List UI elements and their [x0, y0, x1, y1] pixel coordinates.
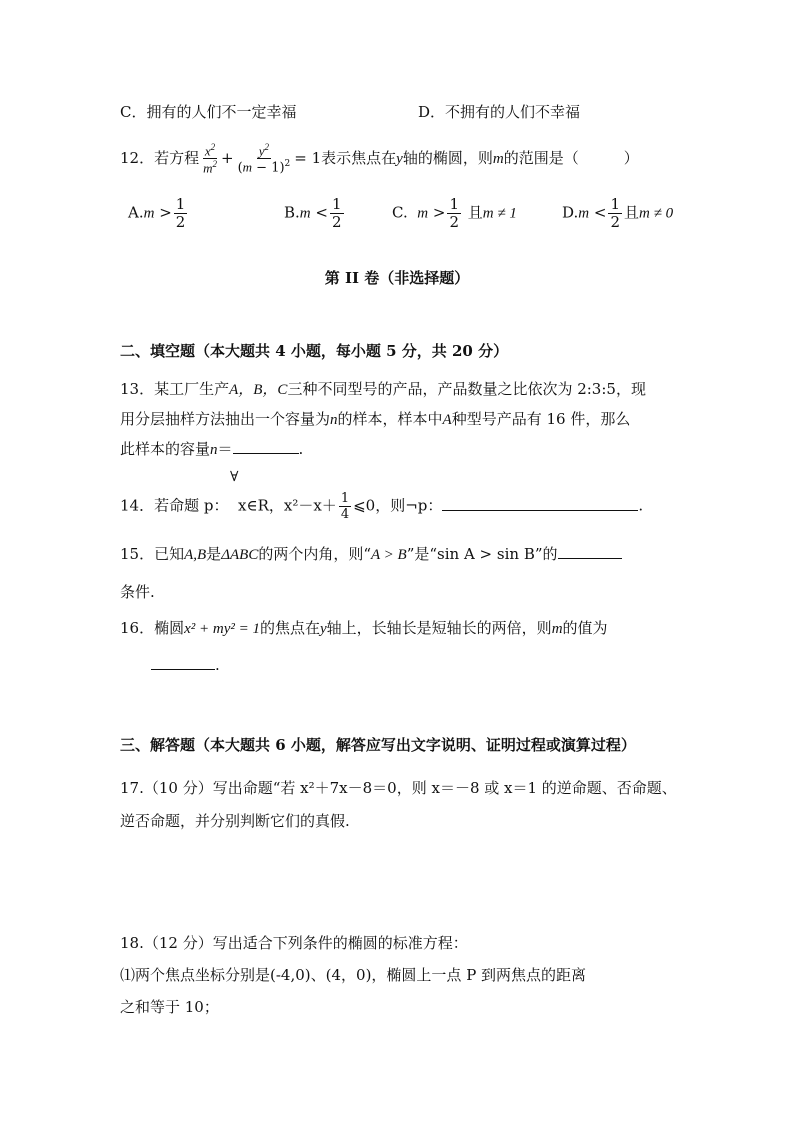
- q13-end: .: [298, 440, 304, 458]
- q13-line1: [120, 378, 646, 401]
- q13-n2: n: [210, 442, 218, 458]
- answer-blank-14[interactable]: [442, 496, 638, 511]
- q13-line2: [120, 408, 630, 431]
- question-12: 12．若方程 $\frac{x^2}{m^2}$ + $\frac{y^2}{(m - 1)^2}$ = 1表示焦点在y轴的椭圆，则m的范围是（ ）: [120, 142, 639, 176]
- q13-l1a: 13．某工厂生产: [120, 380, 230, 398]
- q13-A: A: [442, 412, 452, 428]
- q12-tail: 轴的椭圆，则: [402, 148, 493, 167]
- q17-line1: 17.（10 分）写出命题“若 x²＋7x－8＝0，则 x＝－8 或 x＝1 的逆命题、否命题、: [120, 779, 677, 797]
- q15-mid2: 的两个内角，则“: [258, 545, 371, 563]
- answer-blank-13[interactable]: [233, 439, 299, 454]
- q15-mid4: ”的: [534, 545, 558, 563]
- q16-m: m: [551, 621, 563, 637]
- q12-frac-y: $\frac{y^2}{(m - 1)^2}$: [237, 142, 291, 176]
- q13-l2b: 的样本，样本中: [337, 410, 443, 428]
- q12-frac-x: $\frac{x^2}{m^2}$: [203, 142, 217, 176]
- q15-mid1: 是: [206, 545, 222, 563]
- answer-blank-16[interactable]: [151, 655, 215, 670]
- option-d: D．不拥有的人们不幸福: [418, 103, 581, 121]
- q12-option-d-label: D.: [562, 203, 579, 222]
- q15-line2: 条件.: [120, 583, 155, 601]
- question-15: [120, 543, 622, 566]
- q14-end: .: [638, 496, 644, 515]
- q15-pre: 15．已知: [120, 545, 185, 563]
- section2-title: 二、填空题（本大题共 4 小题，每小题 5 分，共 20 分）: [120, 342, 509, 360]
- q12-option-a-label: A.: [128, 203, 144, 222]
- q12-mid: 表示焦点在: [321, 148, 397, 167]
- q16-line2: [151, 654, 220, 676]
- question-14: 14．若命题 p： x∈R，x²－x＋ $\frac{1}{4}$ ⩽0，则¬p： .: [120, 491, 644, 522]
- q13-n: n: [330, 412, 338, 428]
- q12-neq1: m ≠ 1: [482, 205, 517, 222]
- q12-option-d: D.m < $\frac{1}{2}$ 且m ≠ 0: [562, 195, 674, 231]
- q15-agtb: A > B: [371, 547, 407, 563]
- q12-option-a: A.m > $\frac{1}{2}$: [128, 195, 186, 231]
- q12-y: y: [396, 150, 403, 167]
- forall-symbol: ∀: [230, 469, 239, 485]
- q12-neq0: m ≠ 0: [639, 205, 674, 222]
- q18-line2: ⑴两个焦点坐标分别是(-4,0)、(4，0)，椭圆上一点 P 到两焦点的距离: [120, 966, 587, 984]
- q12-option-b: B.m < $\frac{1}{2}$: [284, 195, 342, 231]
- q16-eq: x² + my² = 1: [184, 621, 260, 637]
- q15-mid3: ”是“: [406, 545, 438, 563]
- q12-option-c: C. m > $\frac{1}{2}$ 且m ≠ 1: [392, 195, 517, 231]
- q15-ab: A,B: [184, 547, 207, 563]
- q14-le: ⩽0，则: [353, 496, 406, 515]
- q12-and-d: 且: [624, 203, 640, 222]
- q13-l2a: 用分层抽样方法抽出一个容量为: [120, 410, 331, 428]
- q13-l3b: ＝: [217, 440, 233, 458]
- q13-line3: [120, 438, 303, 461]
- q16-tail2: 的值为: [562, 619, 608, 637]
- q15-tri: ΔABC: [221, 547, 259, 563]
- q13-l1b: 三种不同型号的产品，产品数量之比依次为 2:3:5，现: [287, 380, 646, 398]
- q13-abc: A，B，C: [229, 382, 288, 398]
- q12-tail2: 的范围是（ ）: [503, 148, 639, 167]
- q14-pre: 14．若命题 p：: [120, 496, 229, 515]
- q14-negp: ¬p：: [405, 496, 443, 515]
- q12-prefix: 12．若方程: [120, 148, 200, 167]
- option-c: C．拥有的人们不一定幸福: [120, 103, 297, 121]
- question-16: [120, 617, 608, 640]
- part2-title: 第 II 卷（非选择题）: [324, 269, 470, 287]
- q18-line1: 18.（12 分）写出适合下列条件的椭圆的标准方程：: [120, 934, 468, 952]
- q13-l2c: 种型号产品有 16 件，那么: [451, 410, 631, 428]
- q16-end: .: [215, 656, 220, 674]
- q14-cond: x∈R，x²－x＋: [238, 496, 337, 515]
- q13-l3a: 此样本的容量: [120, 440, 211, 458]
- q12-m: m: [492, 150, 504, 167]
- q16-pre: 16．椭圆: [120, 619, 185, 637]
- q16-y: y: [320, 621, 327, 637]
- q16-mid: 的焦点在: [259, 619, 320, 637]
- q12-option-c-label: C.: [392, 203, 408, 222]
- q12-and: 且: [467, 203, 483, 222]
- q12-option-b-label: B.: [284, 203, 300, 222]
- q18-line3: 之和等于 10；: [120, 998, 219, 1016]
- q16-tail: 轴上，长轴长是短轴长的两倍，则: [326, 619, 552, 637]
- q17-line2: 逆否命题，并分别判断它们的真假.: [120, 812, 350, 830]
- section3-title: 三、解答题（本大题共 6 小题，解答应写出文字说明、证明过程或演算过程）: [120, 736, 636, 754]
- q15-sin: sin A > sin B: [437, 545, 535, 563]
- answer-blank-15[interactable]: [558, 544, 622, 559]
